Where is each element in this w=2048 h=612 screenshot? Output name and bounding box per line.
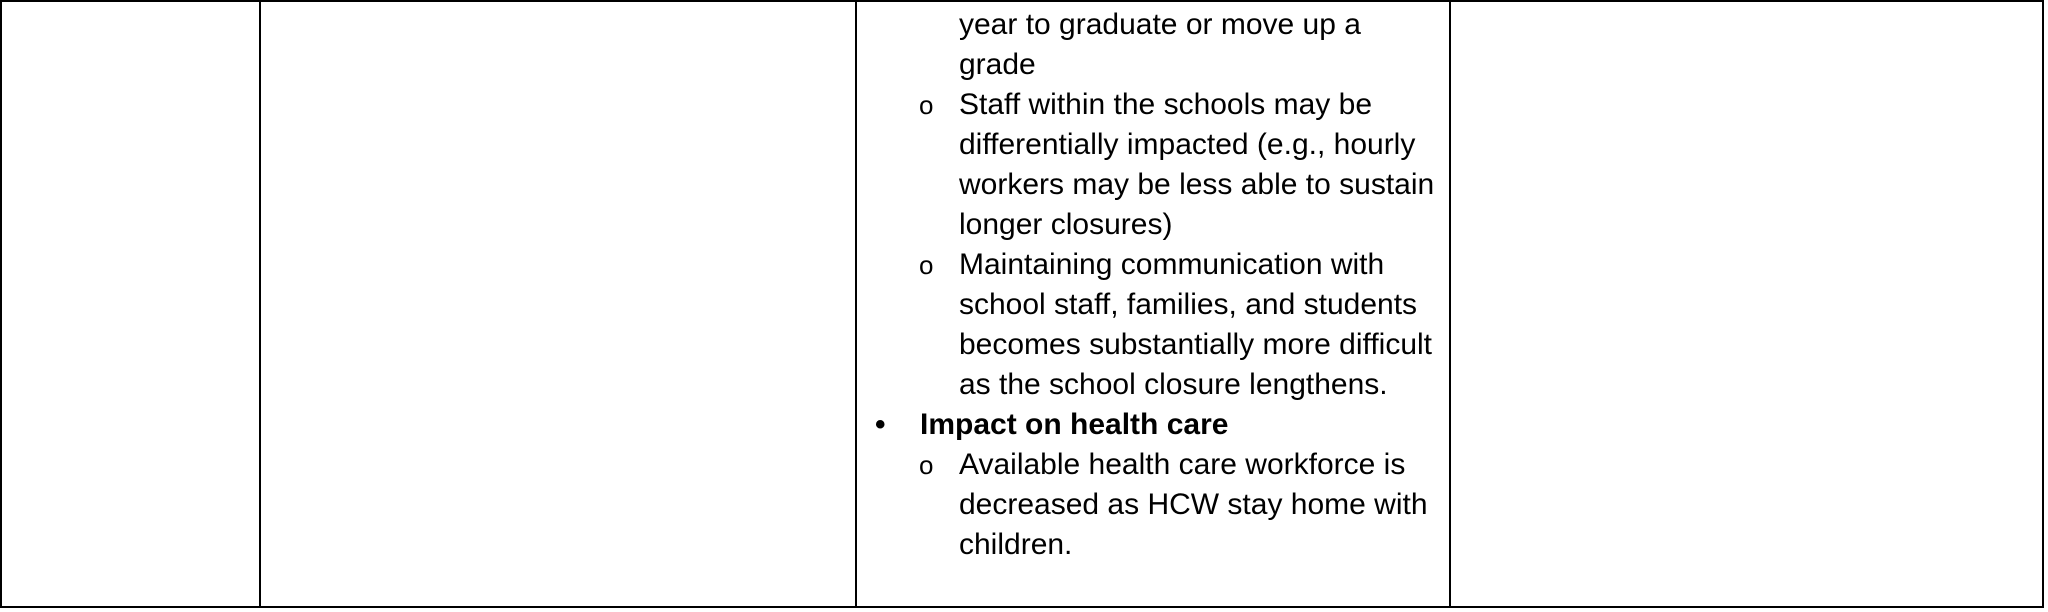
- list-item-heading: [857, 405, 1453, 445]
- circle-bullet-icon: o: [919, 90, 934, 120]
- circle-bullet-icon: o: [919, 250, 934, 280]
- circle-bullet-icon: o: [919, 450, 934, 480]
- continued-text: year to graduate or move up a grade: [959, 8, 1361, 81]
- table-cell-col4: [1449, 0, 2044, 608]
- sub-item-text: Staff within the schools may be differentially impacted (e.g., hourly workers may be less able to sustain longer closures): [959, 88, 1435, 241]
- table-cell-col2: [259, 0, 856, 608]
- table-cell-col3: [855, 0, 1451, 608]
- table-cell-col1: [0, 0, 261, 608]
- cell-content: [857, 5, 1453, 565]
- sub-list-item: [857, 85, 1453, 245]
- sub-item-text: Available health care workforce is decreased as HCW stay home with children.: [959, 448, 1428, 561]
- heading-text: Impact on health care: [920, 408, 1229, 441]
- sub-list-item: [857, 445, 1453, 565]
- bullet-dot-icon: •: [875, 408, 886, 441]
- sub-list-item: [857, 245, 1453, 405]
- sub-item-text: Maintaining communication with school staff, families, and students becomes substantially more difficult as the school closure lengthens.: [959, 248, 1432, 401]
